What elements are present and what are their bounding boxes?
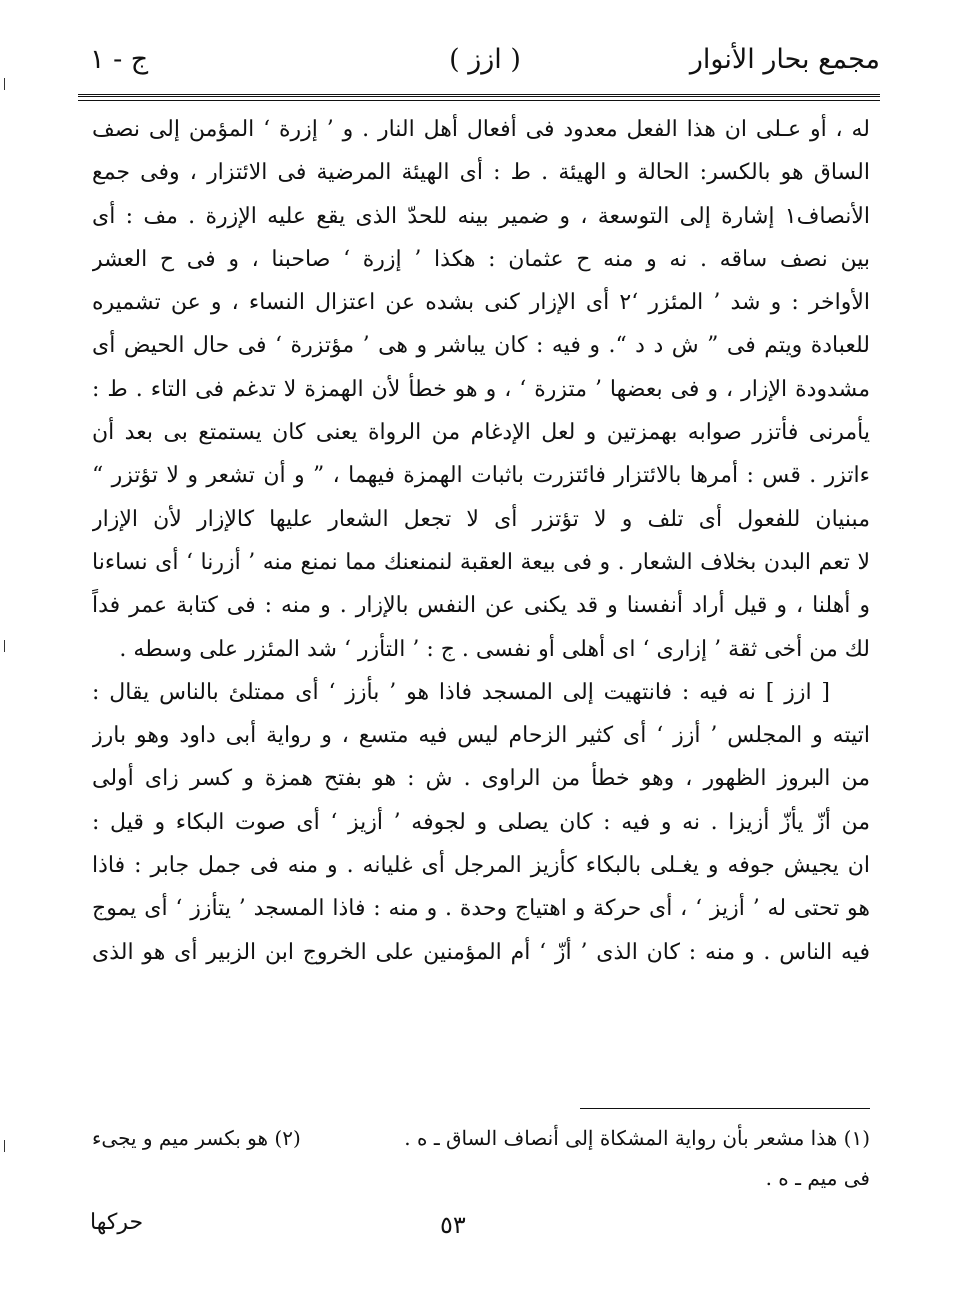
header-rule bbox=[78, 94, 880, 101]
entry-heading: ( ازز ) bbox=[449, 44, 521, 75]
margin-mark bbox=[4, 1140, 11, 1152]
footnote-2-continuation: فى ميم ـ ه . bbox=[765, 1166, 870, 1190]
entry-start-line: [ ازز ] نه فيه : فانتهيت إلى المسجد فاذا هو ’ بأزز ‘ أى ممتلئ بالناس يقال : bbox=[92, 679, 830, 705]
footnote-line bbox=[92, 1118, 870, 1158]
text-line: فيه الناس . و منه : كان الذى ’ أزّ ‘ أم المؤمنين على الخروج ابن الزبير أى هو الذى bbox=[92, 939, 870, 965]
footnote-rule bbox=[580, 1108, 870, 1109]
footnote-1: (١) هذا مشعر بأن رواية المشكاة إلى أنصاف الساق ـ ه . bbox=[404, 1126, 870, 1150]
text-line: و أهلنا ، و قيل أراد أنفسنا و قد يكنى عن النفس بالإزار . و منه : فى كتابة عمر فداً bbox=[92, 593, 870, 619]
text-line: الساق هو بالكسر: الحالة و الهيئة . ط : أى الهيئة المرضية فى الائتزار ، وفى جمع bbox=[92, 160, 870, 186]
margin-mark bbox=[4, 78, 11, 90]
text-line: الأنصاف١ إشارة إلى التوسعة ، و ضمير بينه للحدّ الذى يقع عليه الإزرة . مف : أى bbox=[92, 203, 870, 229]
volume-number: ج - ١ bbox=[90, 44, 149, 75]
text-line: مبنيان للفعول أى تلف و لا تؤتزر أى لا تجعل الشعار عليها كالإزار لأن الإزار bbox=[92, 506, 870, 532]
text-line: هو تحتى له ’ أزيز ‘ ، أى حركة و اهتياج وحدة . و منه : فاذا المسجد ’ يتأزز ‘ أى يموج bbox=[92, 896, 870, 922]
text-line: مشدودة الإزار ، و فى بعضها ’ متزرة ‘ ، و هو خطأ لأن الهمزة لا تدغم فى التاء . ط : bbox=[92, 376, 870, 402]
text-line: ءاتزر . قس : أمرها بالائتزار فائتزرت باثبات الهمزة فيهما ، ” و أن تشعر و لا تؤتزر “ bbox=[92, 463, 870, 489]
footnotes bbox=[92, 1118, 870, 1198]
footnote-2: (٢) هو بكسر ميم و يجىء bbox=[92, 1126, 301, 1150]
page-number: ٥٣ bbox=[440, 1211, 466, 1239]
text-line: بين نصف ساقه . نه و منه ح عثمان : هكذا ’ إزرة ‘ صاحبنا ، و فى ح العشر bbox=[92, 246, 870, 272]
text-line: لا تعم البدن بخلاف الشعار . و فى بيعة العقبة لنمنعنك مما نمنع منه ’ أزرنا ‘ أى نساءنا bbox=[92, 549, 870, 575]
book-title: مجمع بحار الأنوار bbox=[689, 44, 880, 75]
margin-mark bbox=[4, 640, 11, 652]
text-line: اتيته و المجلس ’ أزز ‘ أى كثير الزحام ليس فيه متسع ، و رواية أبى داود وهو بارز bbox=[92, 723, 870, 749]
text-line: ان يجيش جوفه و يغـلى بالبكاء كأزيز المرجل أى غليانه . و منه فى جمل جابر : فاذا bbox=[92, 853, 870, 879]
main-text bbox=[92, 108, 870, 974]
catchword: حركها bbox=[90, 1210, 144, 1235]
running-header bbox=[90, 40, 880, 88]
text-line: للعبادة ويتم فى ” ش د د “. و فيه : كان يباشر و هى ’ مؤتزرة ‘ فى حال الحيض أى bbox=[92, 333, 870, 359]
text-line: له ، أو عـلى ان هذا الفعل معدود فى أفعال أهل النار . و ’ إزرة ‘ المؤمن إلى نصف bbox=[92, 117, 870, 142]
text-line: يأمرنى فأتزر صوابه بهمزتين و لعل الإدغام من الرواة يعنى كان يستمتع بى بعد أن bbox=[92, 420, 870, 446]
text-line: لك من أخى ثقة ’ إزارى ‘ اى أهلى أو نفسى . ج : ’ التأزر ‘ شد المئزر على وسطه . bbox=[119, 636, 870, 662]
text-line: الأواخر : و شد ’ المئزر ‘٢ أى الإزار كنى بشده عن اعتزال النساء ، و عن تشميره bbox=[92, 290, 870, 316]
text-line: من البروز الظهور ، وهو خطأ من الراوى . ش : هو بفتح همزة و كسر زاى أولى bbox=[92, 766, 870, 792]
text-line: من أزّ يأزّ أزيزا . نه و فيه : كان يصلى و لجوفه ’ أزيز ‘ أى صوت البكاء و قيل : bbox=[92, 809, 870, 835]
